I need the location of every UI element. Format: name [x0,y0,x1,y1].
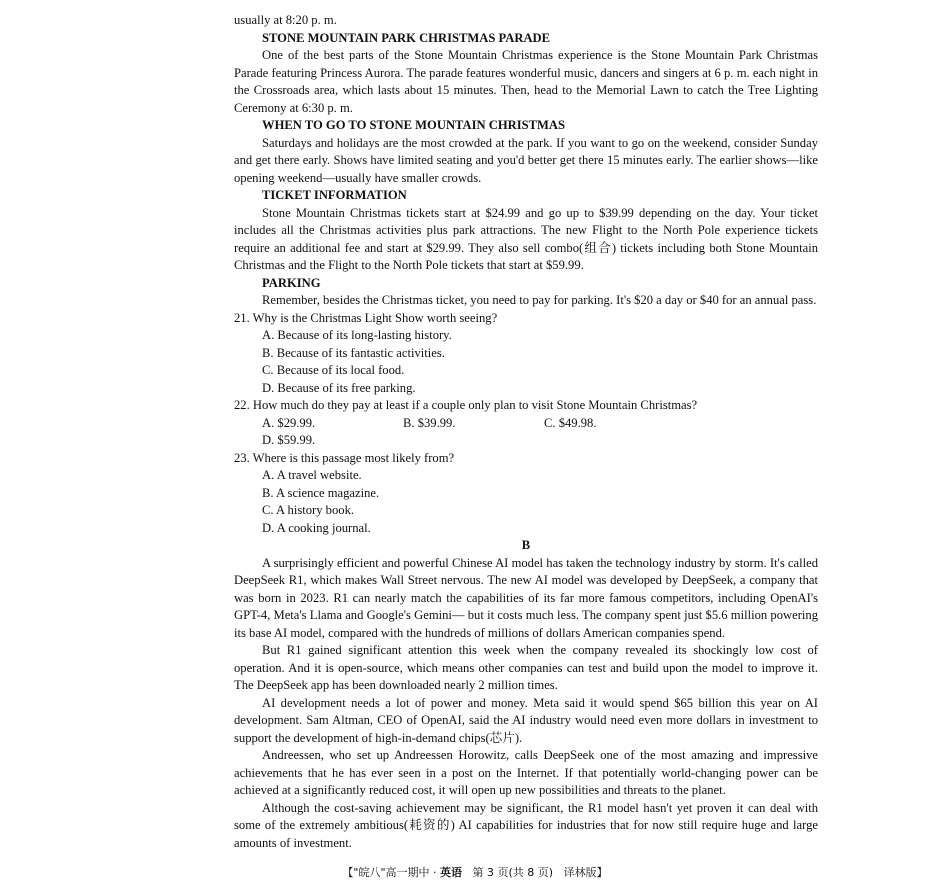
footer-page-number: 第 3 页(共 8 页) [472,866,554,879]
option-d[interactable]: D. Because of its free parking. [262,380,416,395]
option-c[interactable]: C. Because of its local food. [262,363,405,377]
option-a[interactable]: A. A travel website. [262,468,362,482]
question-23 [234,450,818,538]
option-b[interactable]: B. Because of its fantastic activities. [262,345,445,360]
section-b-label: B [521,538,531,552]
ticket-paragraph: Stone Mountain Christmas tickets start at $24.99 and go up to $39.99 depending on the day. Your ticket includes all the Christmas activities plus park attractions. The new Flight to the North Pole experience tickets require an additional fee and start at $29.99. They also sell combo(组合) tickets including both Stone Mountain Christmas and the Flight to the North Pole tickets that start at $59.99. [234,205,818,272]
section-b-paragraph: Andreessen, who set up Andreessen Horowitz, calls DeepSeek one of the most amazing and impressive achievements that he has ever seen in a post on the Internet. If that potentially world-changing power can be achieved at a significantly reduced cost, it will open up new possibilities and threats to the planet. [234,748,818,797]
option-b[interactable]: B. A science magazine. [262,485,380,500]
parking-paragraph: Remember, besides the Christmas ticket, you need to pay for parking. It's $20 a day or $40 for an annual pass. [262,293,817,307]
option-a[interactable]: A. Because of its long-lasting history. [262,328,452,342]
section-b-paragraph: But R1 gained significant attention this week when the company revealed its shockingly low cost of operation. And it is open-source, which means other companies can test and build upon the model to improve it. The DeepSeek app has been downloaded nearly 2 million times. [234,643,818,692]
when-heading: WHEN TO GO TO STONE MOUNTAIN CHRISTMAS [262,118,566,132]
page-footer [0,864,950,880]
question-22 [234,397,818,450]
question-21 [234,310,818,398]
question-stem: 23. Where is this passage most likely from? [234,450,455,465]
question-stem: 21. Why is the Christmas Light Show worth seeing? [234,310,498,325]
parade-heading: STONE MOUNTAIN PARK CHRISTMAS PARADE [262,30,551,45]
option-b[interactable]: B. $39.99. [403,415,456,430]
when-paragraph: Saturdays and holidays are the most crowded at the park. If you want to go on the weekend, consider Sunday and get there early. Shows have limited seating and you'd better get there 15 minutes early. The earlier shows—like opening weekend—usually have smaller crowds. [234,135,818,185]
option-d[interactable]: D. $59.99. [262,433,316,447]
footer-edition: 译林版】 [563,866,608,879]
footer-subject: 英语 [440,866,463,879]
footer-exam-name: 【"皖八"高一期中 · [342,866,441,879]
section-b-paragraph: Although the cost-saving achievement may be significant, the R1 model hasn't yet proven it can deal with some of the extremely ambitious(耗资的) AI capabilities for industries that for now still require huge and large amounts of investment. [234,800,818,850]
question-stem: 22. How much do they pay at least if a couple only plan to visit Stone Mountain Christmas? [234,398,698,412]
ticket-heading: TICKET INFORMATION [262,188,407,202]
parking-heading: PARKING [262,275,321,290]
option-d[interactable]: D. A cooking journal. [262,520,371,535]
option-c[interactable]: C. $49.98. [544,415,597,430]
exam-page [234,12,818,852]
intro-line: usually at 8:20 p. m. [234,13,337,27]
option-a[interactable]: A. $29.99. [262,415,316,430]
section-b-paragraph: A surprisingly efficient and powerful Chinese AI model has taken the technology industry by storm. It's called DeepSeek R1, which makes Wall Street nervous. The new AI model was developed by DeepSeek, a company that was born in 2023. R1 can nearly match the capabilities of its far more famous competitors, including OpenAI's GPT-4, Meta's Llama and Google's Gemini— but it costs much less. The company spent just $5.6 million powering its base AI model, compared with the hundreds of millions of dollars American companies spend. [234,555,818,640]
section-b-paragraph: AI development needs a lot of power and money. Meta said it would spend $65 billion this year on AI development. Sam Altman, CEO of OpenAI, said the AI industry would need even more dollars in investment to support the development of high-in-demand chips(芯片). [234,695,818,745]
parade-paragraph: One of the best parts of the Stone Mountain Christmas experience is the Stone Mountain Park Christmas Parade featuring Princess Aurora. The parade features wonderful music, dancers and singers at 6 p. m. each night in the Crossroads area, which lasts about 15 minutes. Then, head to the Memorial Lawn to catch the Tree Lighting Ceremony at 6:30 p. m. [234,48,818,115]
option-c[interactable]: C. A history book. [262,503,355,517]
